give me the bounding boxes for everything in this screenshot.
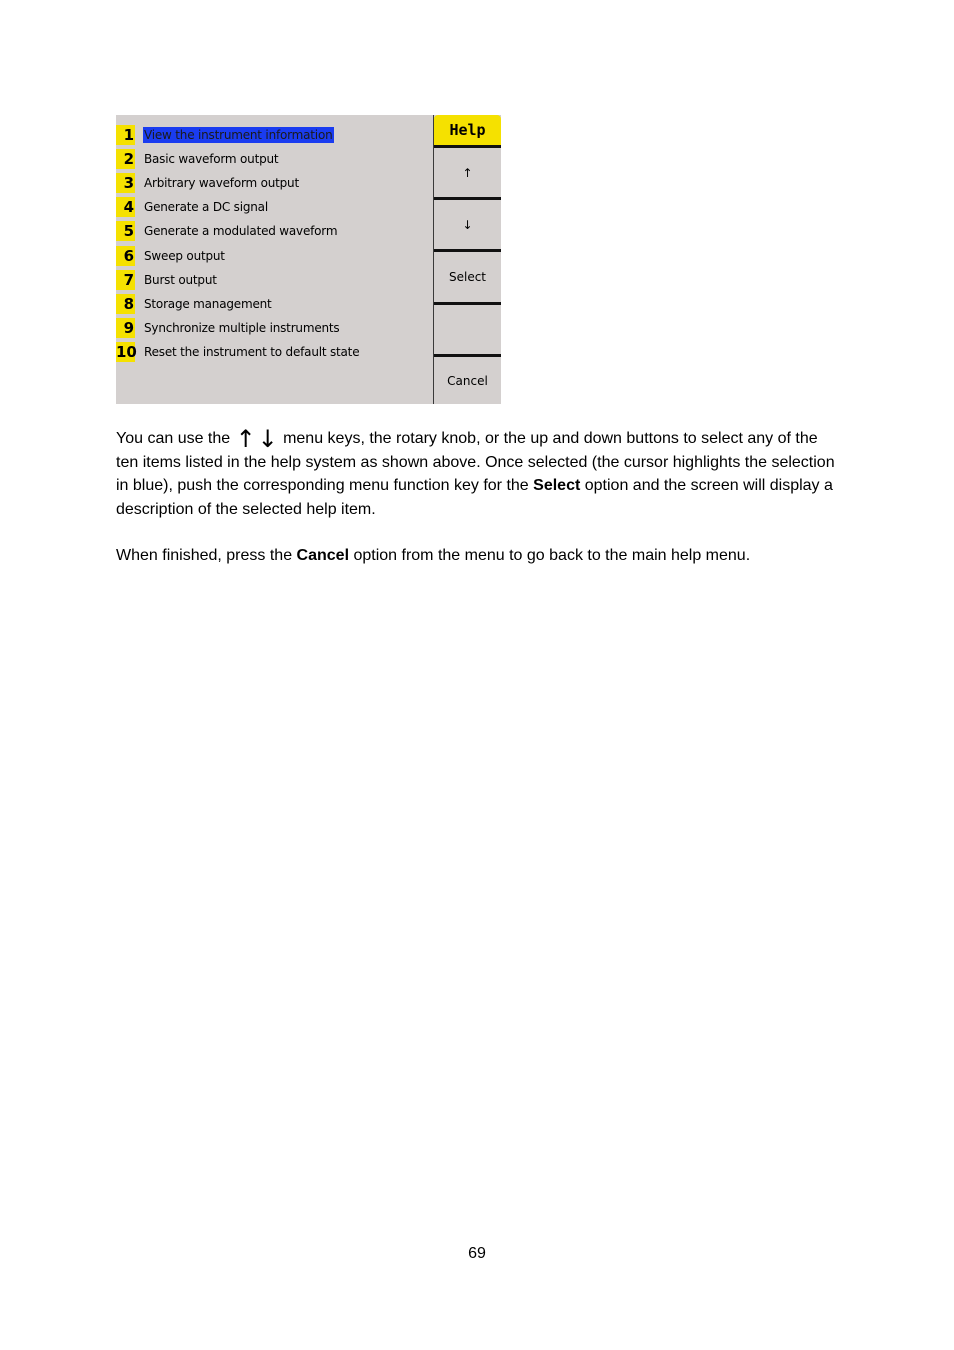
list-item[interactable]	[116, 171, 433, 195]
softkey-up-button[interactable]	[434, 148, 501, 200]
softkey-select-button[interactable]	[434, 252, 501, 305]
arrow-down-icon: ↓	[462, 217, 473, 232]
item-label: Reset the instrument to default state	[144, 345, 360, 359]
item-number: 8	[116, 294, 135, 314]
list-item[interactable]	[116, 292, 433, 316]
finish-paragraph	[116, 544, 836, 568]
item-label: Sweep output	[144, 249, 225, 263]
item-number: 9	[116, 318, 135, 338]
item-label: View the instrument information	[144, 128, 333, 142]
text-run: option and the screen will display a description of the selected help item.	[116, 477, 833, 518]
cancel-label: Cancel	[447, 373, 488, 388]
instruction-paragraph	[116, 427, 836, 521]
list-item[interactable]	[116, 340, 433, 364]
item-label: Generate a modulated waveform	[144, 224, 338, 238]
text-run: option from the menu to go back to the main help menu.	[353, 547, 751, 564]
softkey-cancel-button[interactable]	[434, 357, 501, 404]
instrument-help-screen	[116, 115, 501, 404]
list-item[interactable]	[116, 219, 433, 243]
item-label: Arbitrary waveform output	[144, 176, 299, 190]
item-number: 10	[116, 343, 137, 361]
softkey-blank-button[interactable]	[434, 305, 501, 357]
arrow-down-icon: ↓	[257, 425, 278, 453]
softkey-panel	[433, 115, 501, 404]
text-run: When finished, press the	[116, 547, 293, 564]
list-item[interactable]	[116, 268, 433, 292]
help-menu-list	[116, 115, 433, 404]
softkey-help-title: Help	[434, 115, 501, 148]
page-number: 69	[468, 1245, 486, 1262]
list-item[interactable]	[116, 316, 433, 340]
list-item[interactable]	[116, 195, 433, 219]
bold-term-select: Select	[533, 477, 581, 494]
item-label: Storage management	[144, 297, 272, 311]
arrow-up-icon: ↑	[235, 425, 256, 453]
item-number: 2	[116, 149, 135, 169]
bold-term-cancel: Cancel	[296, 547, 350, 564]
select-label: Select	[448, 270, 487, 284]
arrow-up-icon: ↑	[462, 165, 473, 180]
item-label: Burst output	[144, 273, 217, 287]
list-item[interactable]	[116, 244, 433, 268]
item-number: 6	[116, 246, 135, 266]
item-number: 7	[116, 270, 135, 290]
list-item[interactable]	[116, 147, 433, 171]
item-label: Synchronize multiple instruments	[144, 321, 340, 335]
item-number: 4	[116, 197, 135, 217]
softkey-down-button[interactable]	[434, 200, 501, 252]
list-item[interactable]	[116, 123, 433, 147]
item-number: 1	[116, 125, 135, 145]
text-run: You can use the	[116, 430, 231, 447]
text-run: menu keys, the rotary knob, or the up and down buttons to select any of the ten items listed in the help system as shown above. Once selected (the cursor highlights the selection in blue), push the corresponding menu function key for the	[116, 430, 835, 494]
item-number: 3	[116, 173, 135, 193]
item-label: Generate a DC signal	[144, 200, 268, 214]
item-label: Basic waveform output	[144, 152, 279, 166]
item-number: 5	[116, 221, 135, 241]
